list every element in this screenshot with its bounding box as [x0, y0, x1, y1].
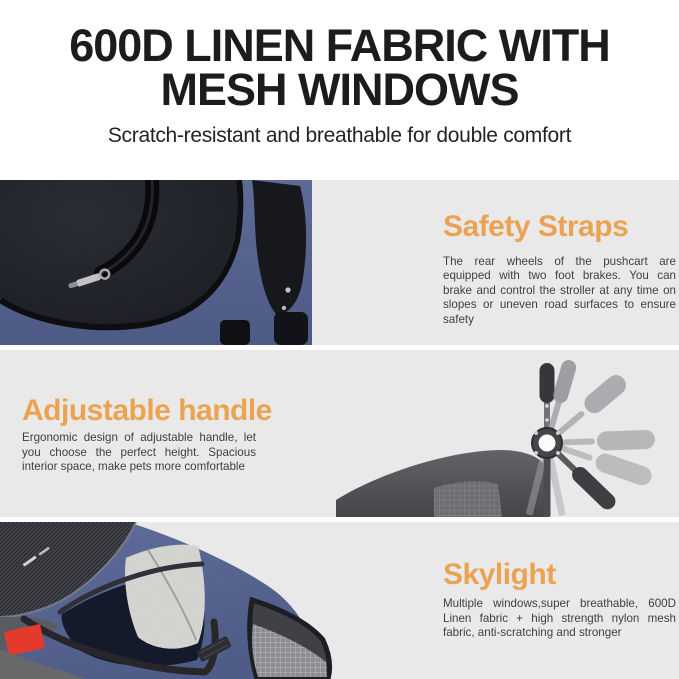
- skylight-photo: [0, 522, 345, 679]
- feature-body-adjustable-handle: Ergonomic design of adjustable handle, let you choose the perfect height. Spacious interior space, make pets more comfortable: [22, 431, 256, 474]
- feature-heading-skylight: Skylight: [443, 558, 556, 591]
- page-title-line-1: 600D LINEN FABRIC WITH: [69, 20, 610, 71]
- feature-body-safety-straps: The rear wheels of the pushcart are equipped with two foot brakes. You can brake and control the stroller at any time on slopes or uneven road surfaces to ensure safety: [443, 255, 676, 326]
- handle-pivot-joint: [532, 428, 562, 458]
- feature-heading-adjustable-handle: Adjustable handle: [22, 394, 272, 427]
- page-title: [0, 20, 679, 115]
- page-subtitle: Scratch-resistant and breathable for double comfort: [107, 124, 572, 147]
- page-title-line-2: MESH WINDOWS: [160, 64, 519, 115]
- adjustable-handle-photo: [334, 350, 679, 517]
- feature-heading-safety-straps: Safety Straps: [443, 210, 629, 243]
- safety-strap-photo: [0, 180, 312, 345]
- feature-body-skylight: Multiple windows,super breathable, 600D Linen fabric + high strength nylon mesh fabric, anti-scratching and stronger: [443, 597, 676, 640]
